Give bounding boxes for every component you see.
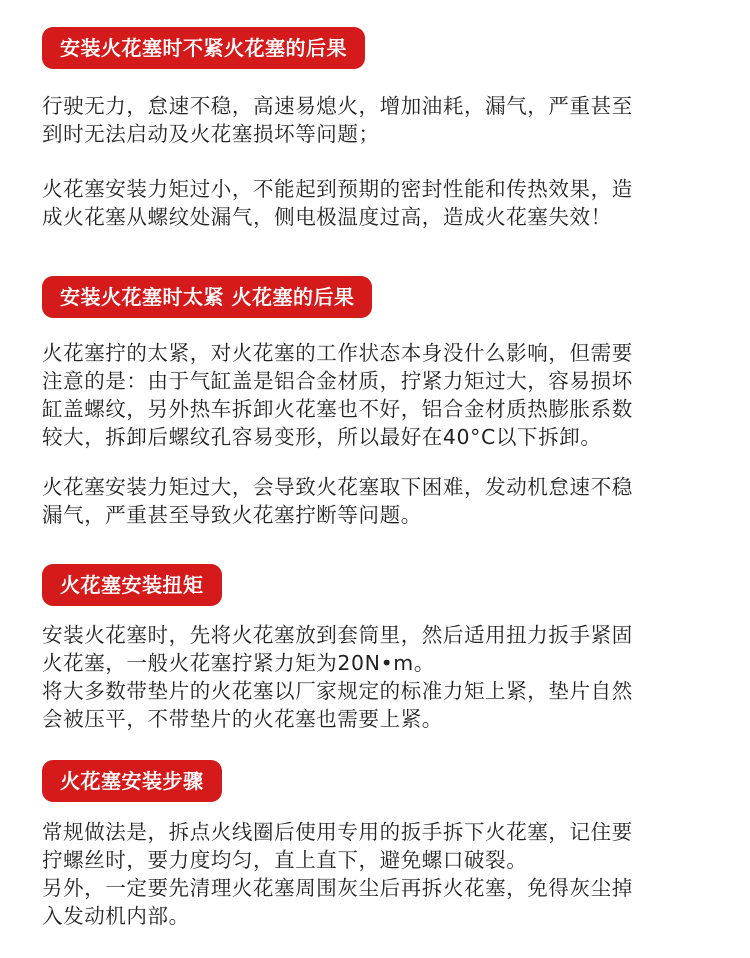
text-line: 火花塞安装力矩过小，不能起到预期的密封性能和传热效果，造 bbox=[42, 177, 633, 201]
text-line: 火花塞安装力矩过大，会导致火花塞取下困难，发动机怠速不稳 bbox=[42, 475, 633, 499]
section-1-paragraph-2 bbox=[42, 175, 710, 231]
text-line: 安装火花塞时，先将火花塞放到套筒里，然后适用扭力扳手紧固 bbox=[42, 623, 633, 647]
text-line: 会被压平，不带垫片的火花塞也需要上紧。 bbox=[42, 707, 443, 731]
text-line: 漏气，严重甚至导致火花塞拧断等问题。 bbox=[42, 503, 422, 527]
section-2-paragraph-1 bbox=[42, 339, 710, 451]
section-heading-2: 安装火花塞时太紧 火花塞的后果 bbox=[42, 276, 372, 318]
text-line: 行驶无力，怠速不稳，高速易熄火，增加油耗，漏气，严重甚至 bbox=[42, 94, 633, 118]
section-3-paragraph-1 bbox=[42, 621, 710, 733]
text-line: 注意的是：由于气缸盖是铝合金材质，拧紧力矩过大，容易损坏 bbox=[42, 369, 633, 393]
section-2-paragraph-2 bbox=[42, 473, 710, 529]
section-heading-1: 安装火花塞时不紧火花塞的后果 bbox=[42, 27, 365, 69]
section-heading-4: 火花塞安装步骤 bbox=[42, 760, 222, 802]
text-line: 到时无法启动及火花塞损坏等问题； bbox=[42, 122, 380, 146]
section-4-paragraph-1 bbox=[42, 818, 710, 930]
text-line: 缸盖螺纹，另外热车拆卸火花塞也不好，铝合金材质热膨胀系数 bbox=[42, 397, 633, 421]
text-line: 将大多数带垫片的火花塞以厂家规定的标准力矩上紧，垫片自然 bbox=[42, 679, 633, 703]
text-line: 成火花塞从螺纹处漏气，侧电极温度过高，造成火花塞失效！ bbox=[42, 205, 612, 229]
text-line: 较大，拆卸后螺纹孔容易变形，所以最好在40°C以下拆卸。 bbox=[42, 425, 602, 449]
text-line: 火花塞拧的太紧，对火花塞的工作状态本身没什么影响，但需要 bbox=[42, 341, 633, 365]
text-line: 常规做法是，拆点火线圈后使用专用的扳手拆下火花塞，记住要 bbox=[42, 820, 633, 844]
text-line: 另外，一定要先清理火花塞周围灰尘后再拆火花塞，免得灰尘掉 bbox=[42, 876, 633, 900]
text-line: 入发动机内部。 bbox=[42, 904, 190, 928]
section-1-paragraph-1 bbox=[42, 92, 710, 148]
section-heading-3: 火花塞安装扭矩 bbox=[42, 564, 222, 606]
text-line: 拧螺丝时，要力度均匀，直上直下，避免螺口破裂。 bbox=[42, 848, 528, 872]
text-line: 火花塞，一般火花塞拧紧力矩为20N•m。 bbox=[42, 651, 435, 675]
